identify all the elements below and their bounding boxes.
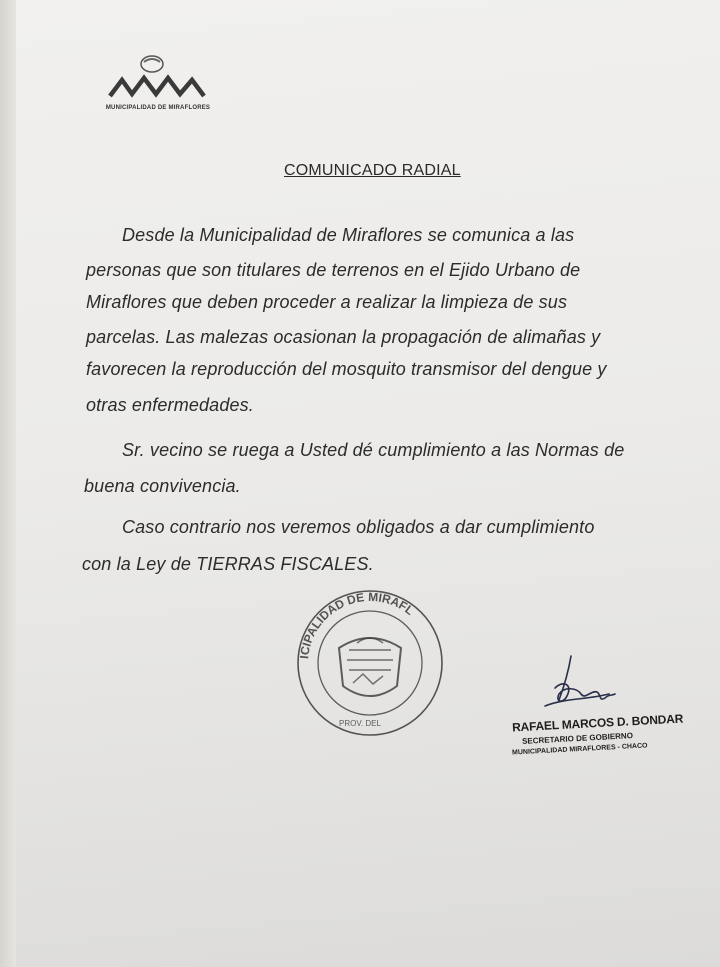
text-line: parcelas. Las malezas ocasionan la propagación de alimañas y bbox=[86, 327, 601, 347]
signatory-organization: MUNICIPALIDAD MIRAFLORES - CHACO bbox=[511, 742, 648, 757]
signatory-name: RAFAEL MARCOS D. BONDAR bbox=[511, 711, 684, 735]
text-line: buena convivencia. bbox=[84, 476, 241, 496]
text-line: Miraflores que deben proceder a realizar la limpieza de sus bbox=[86, 292, 568, 312]
text-line: Sr. vecino se ruega a Usted dé cumplimiento a las Normas de bbox=[122, 440, 625, 460]
municipal-logo bbox=[96, 52, 220, 116]
official-stamp bbox=[295, 588, 445, 738]
svg-text:MUNICIPALIDAD DE MIRAFL bbox=[295, 588, 417, 659]
stamp-ring-text: ICIPALIDAD DE MIRAFL bbox=[297, 589, 417, 660]
text-line: otras enfermedades. bbox=[86, 395, 254, 415]
text-line: personas que son titulares de terrenos en el Ejido Urbano de bbox=[86, 260, 581, 280]
stamp-seal-icon bbox=[295, 588, 445, 738]
logo-mark-icon bbox=[108, 52, 208, 102]
text-line: Desde la Municipalidad de Miraflores se comunica a las bbox=[122, 225, 575, 245]
stamp-bottom-text: PROV. DEL bbox=[339, 719, 381, 728]
document-title: COMUNICADO RADIAL bbox=[284, 162, 461, 179]
handwritten-signature-icon bbox=[525, 650, 635, 715]
page-edge bbox=[0, 0, 16, 967]
signatory-role: SECRETARIO DE GOBIERNO bbox=[521, 731, 634, 746]
text-line: favorecen la reproducción del mosquito transmisor del dengue y bbox=[86, 359, 607, 379]
text-line: con la Ley de TIERRAS FISCALES. bbox=[82, 554, 374, 574]
text-line: Caso contrario nos veremos obligados a dar cumplimiento bbox=[122, 517, 595, 537]
logo-org-name: MUNICIPALIDAD DE MIRAFLORES bbox=[105, 105, 211, 111]
signature-block bbox=[500, 650, 710, 780]
